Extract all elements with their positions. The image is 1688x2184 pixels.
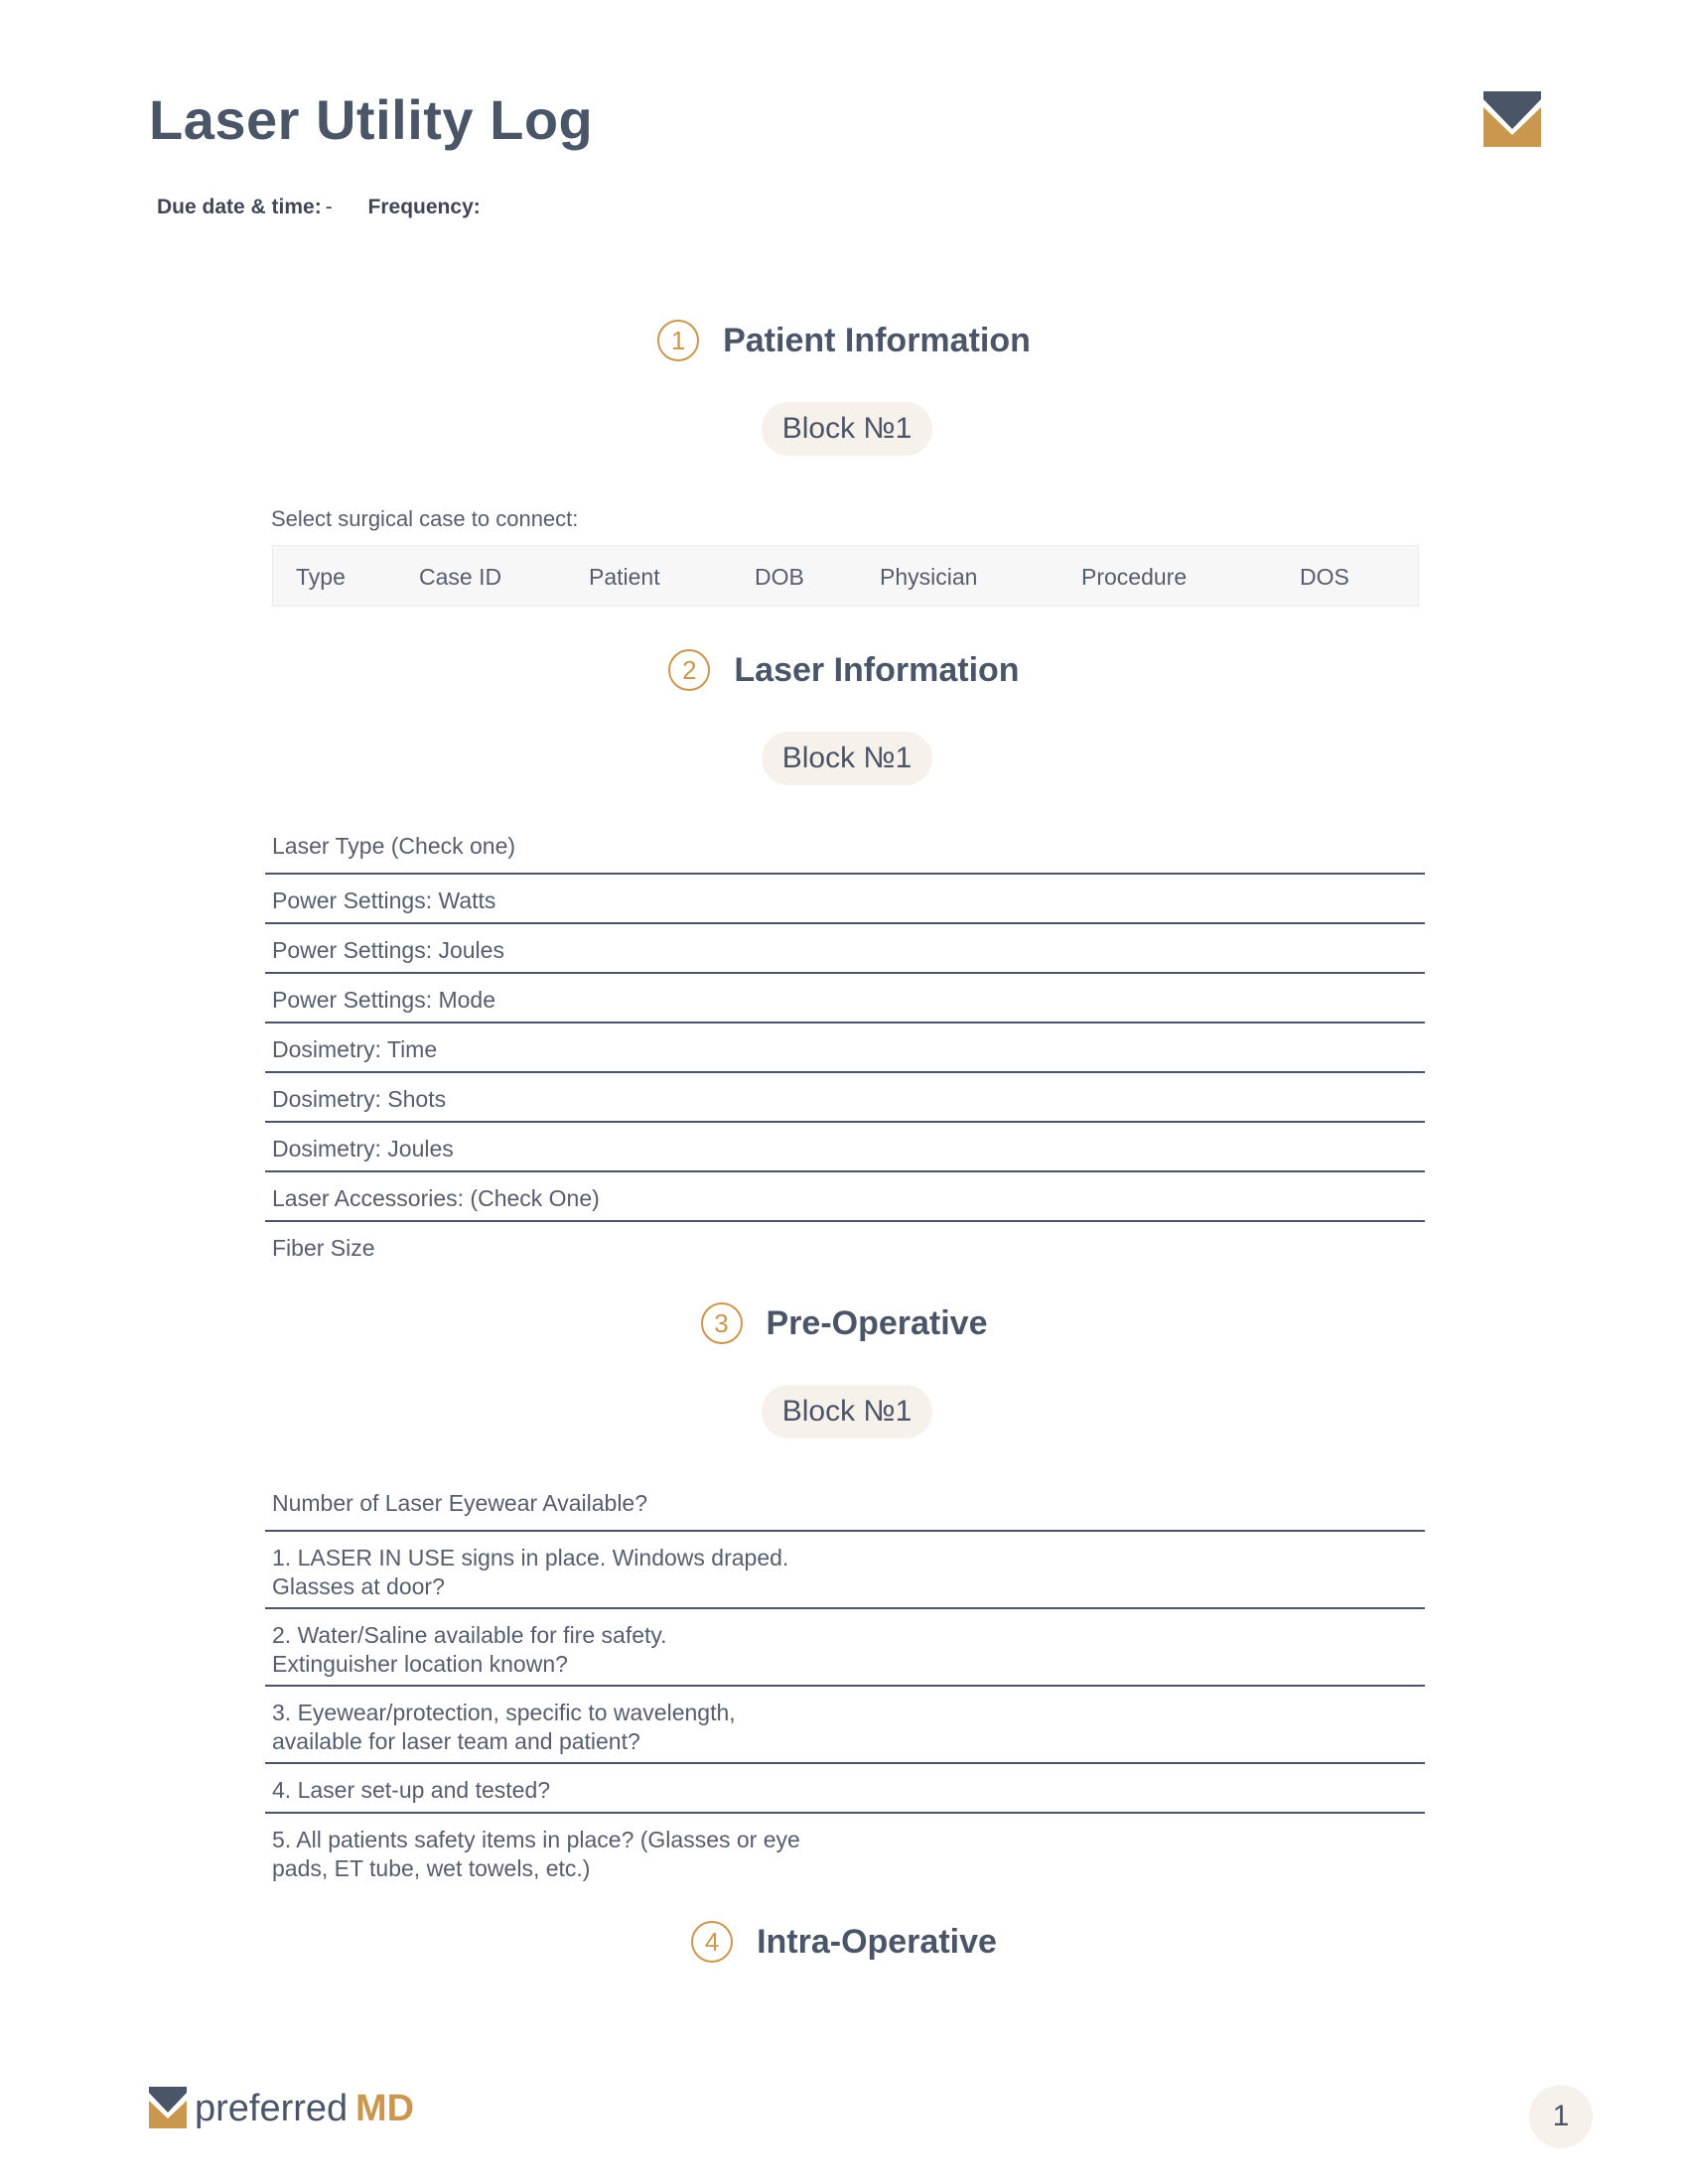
column-header-type: Type [296, 564, 346, 590]
column-header-case-id: Case ID [419, 564, 502, 590]
field-label: Number of Laser Eyewear Available? [272, 1490, 648, 1516]
block-pill: Block №1 [762, 402, 932, 456]
column-header-patient: Patient [589, 564, 660, 590]
checkmark-logo-icon [1483, 91, 1541, 147]
pre-operative-field-list [265, 1484, 1425, 1891]
section-title: Pre-Operative [766, 1303, 988, 1342]
field-label: 2. Water/Saline available for fire safety. Extinguisher location known? [272, 1622, 667, 1677]
block-pill: Block №1 [762, 1385, 932, 1438]
section-title: Patient Information [723, 321, 1031, 359]
section-number-badge: 2 [668, 649, 710, 691]
section-header-pre-operative [0, 1302, 1688, 1344]
field-label: Power Settings: Joules [272, 937, 504, 963]
section-title: Intra-Operative [757, 1922, 997, 1961]
field-label: 3. Eyewear/protection, specific to wavelength, available for laser team and patient? [272, 1700, 736, 1754]
field-row[interactable] [265, 1687, 1425, 1764]
field-label: Laser Accessories: (Check One) [272, 1185, 600, 1211]
section-header-patient-information [0, 320, 1688, 361]
section-number-badge: 4 [691, 1921, 733, 1963]
frequency-label: Frequency: [367, 196, 481, 218]
due-date-label: Due date & time: [157, 196, 322, 218]
section-title: Laser Information [734, 650, 1020, 689]
field-row[interactable] [265, 1073, 1425, 1123]
field-label: Laser Type (Check one) [272, 833, 516, 859]
field-row[interactable] [265, 827, 1425, 875]
section-number-badge: 1 [657, 320, 699, 361]
due-date-value: - [325, 196, 333, 218]
brand-suffix: MD [355, 2088, 415, 2129]
brand-prefix: preferred [195, 2088, 349, 2129]
column-header-physician: Physician [880, 564, 978, 590]
preferredmd-logo [149, 2083, 427, 2132]
field-label: Dosimetry: Time [272, 1036, 438, 1062]
select-case-label: Select surgical case to connect: [271, 506, 579, 531]
column-header-dos: DOS [1300, 564, 1349, 590]
field-label: Dosimetry: Shots [272, 1086, 447, 1112]
field-row[interactable] [265, 1024, 1425, 1073]
section-number-badge: 3 [701, 1302, 743, 1344]
field-label: 1. LASER IN USE signs in place. Windows draped. Glasses at door? [272, 1545, 789, 1599]
field-row[interactable] [265, 924, 1425, 974]
laser-info-field-list [265, 827, 1425, 1272]
document-title: Laser Utility Log [149, 88, 594, 151]
field-label: Power Settings: Watts [272, 887, 496, 913]
field-row[interactable] [265, 875, 1425, 924]
field-row[interactable] [265, 1123, 1425, 1172]
block-pill: Block №1 [762, 732, 932, 785]
field-row[interactable] [265, 1814, 1425, 1891]
field-row[interactable] [265, 1609, 1425, 1687]
field-row[interactable] [265, 974, 1425, 1024]
field-label: 4. Laser set-up and tested? [272, 1777, 551, 1803]
column-header-procedure: Procedure [1081, 564, 1188, 590]
field-label: Fiber Size [272, 1235, 375, 1261]
field-label: 5. All patients safety items in place? (Glasses or eye pads, ET tube, wet towels, etc.) [272, 1827, 800, 1881]
field-row[interactable] [265, 1764, 1425, 1814]
section-header-laser-information [0, 649, 1688, 691]
section-header-intra-operative [0, 1921, 1688, 1963]
column-header-dob: DOB [755, 564, 804, 590]
field-row[interactable] [265, 1532, 1425, 1609]
field-label: Dosimetry: Joules [272, 1136, 454, 1161]
field-row[interactable] [265, 1222, 1425, 1272]
field-row[interactable] [265, 1484, 1425, 1532]
field-row[interactable] [265, 1172, 1425, 1222]
page-number: 1 [1529, 2085, 1593, 2148]
field-label: Power Settings: Mode [272, 987, 496, 1013]
case-table-header[interactable] [272, 545, 1419, 607]
document-meta [157, 196, 481, 219]
